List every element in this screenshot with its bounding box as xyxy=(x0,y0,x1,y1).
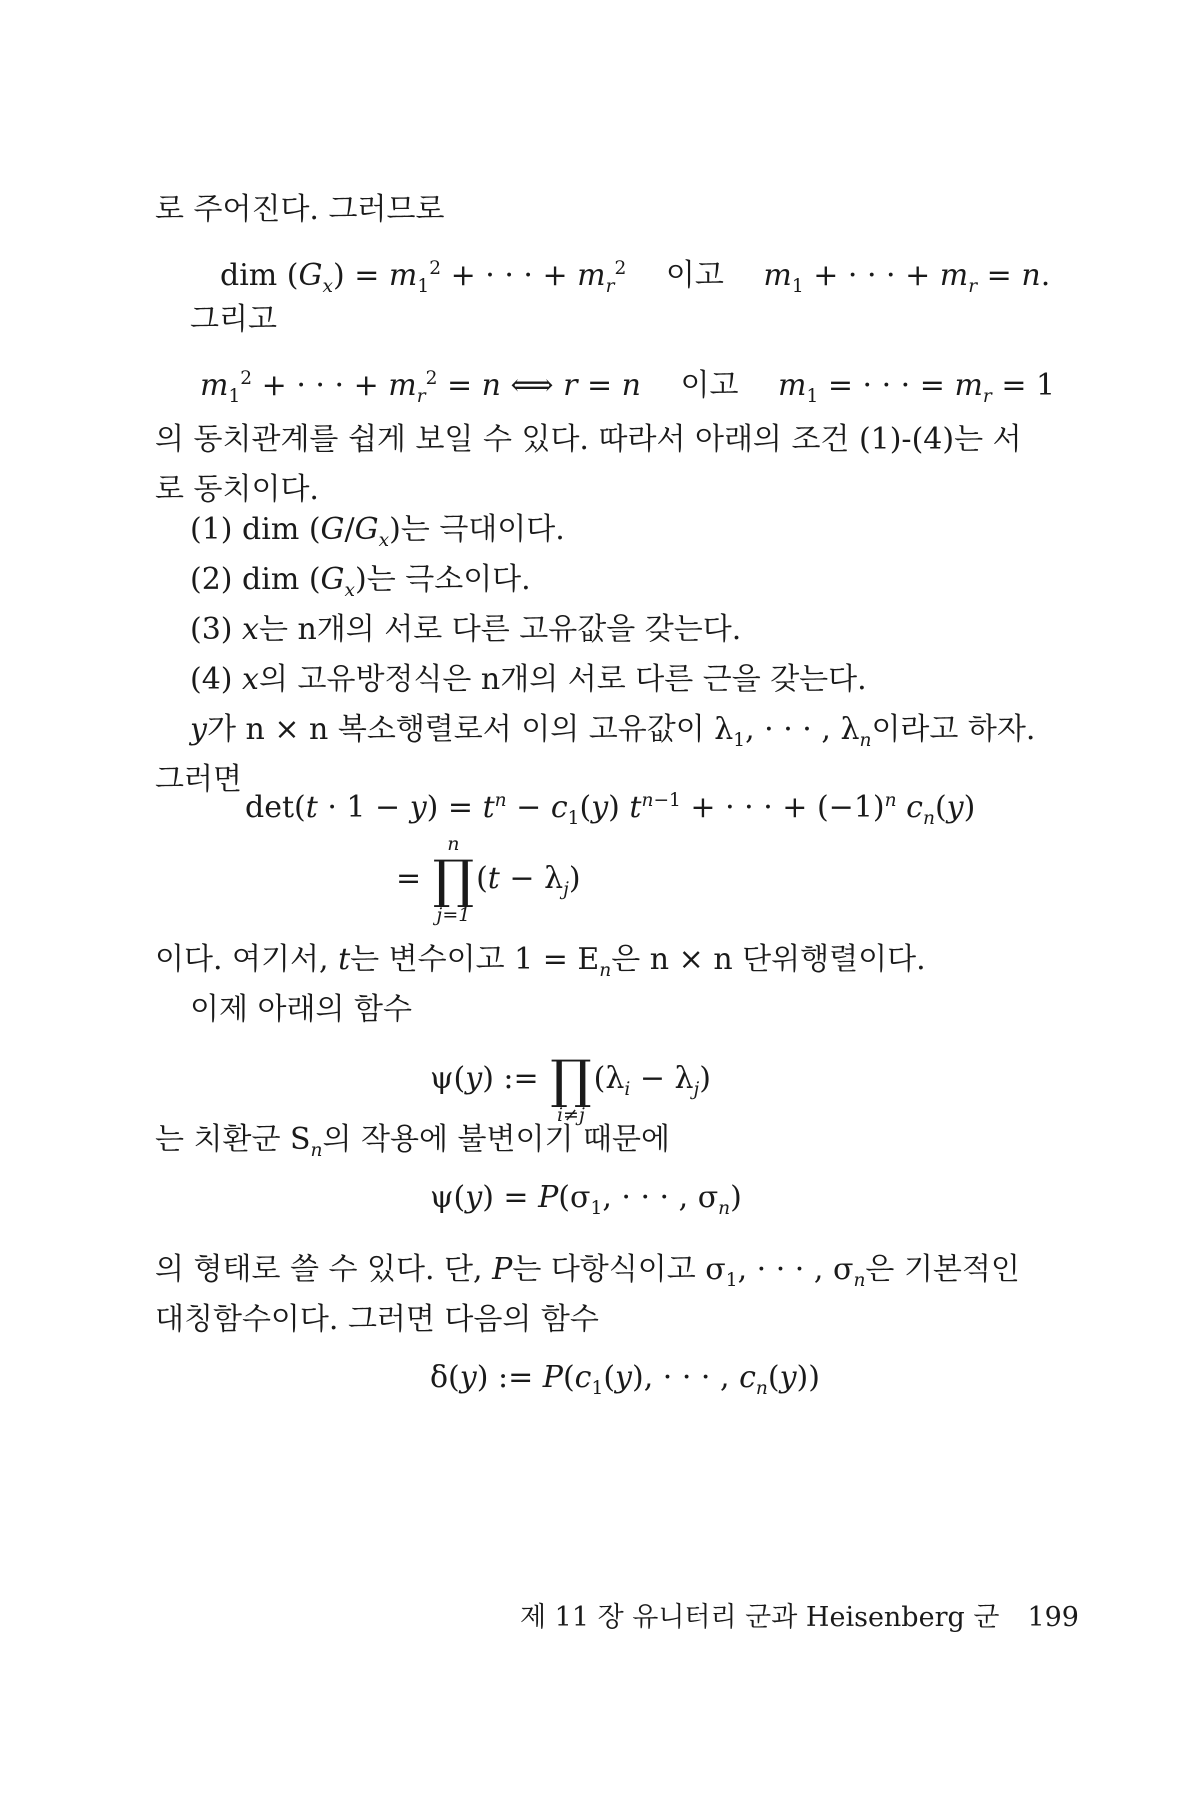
condition-4: (4) x의 고유방정식은 n개의 서로 다른 근을 갖는다. xyxy=(190,662,867,697)
paragraph-and: 그리고 xyxy=(190,302,277,337)
condition-3: (3) x는 n개의 서로 다른 고유값을 갖는다. xyxy=(190,612,742,647)
equation-characteristic: $\det(t \cdot 1 - y) = t^n - c_1(y) t^{n-1}$ + · · · + $(-1)^n$ $c_n(y)$ xyxy=(245,790,976,829)
paragraph-identity: 이다. 여기서, t는 변수이고 $1 = E_n$은 n × n 단위행렬이다. xyxy=(155,942,926,981)
paragraph-function: 이제 아래의 함수 xyxy=(190,992,412,1027)
condition-text: 의 고유방정식은 n개의 서로 다른 근을 갖는다. xyxy=(258,662,867,697)
text-run: 이다. 여기서, xyxy=(155,942,329,977)
paragraph-equivalence: 의 동치관계를 쉽게 보일 수 있다. 따라서 아래의 조건 (1)-(4)는 서로 동치이다. xyxy=(155,422,1022,507)
text-run: 이라고 하자. 그러면 xyxy=(155,712,1036,797)
condition-number: (4) xyxy=(190,662,233,697)
page-number: 199 xyxy=(1027,1602,1079,1633)
paragraph-intro: 로 주어진다. 그러므로 xyxy=(155,192,445,227)
condition-text: 는 극소이다. xyxy=(366,562,531,597)
condition-number: (1) xyxy=(190,512,233,547)
text-run: 은 기본적인 대칭함수이다. 그러면 다음의 함수 xyxy=(155,1252,1020,1337)
running-head: 제 11 장 유니터리 군과 Heisenberg 군 xyxy=(520,1602,1000,1633)
text-run: 는 변수이고 1 = E xyxy=(350,942,600,977)
equation-connector: 이고 xyxy=(680,368,739,403)
paragraph-symmetric: 의 형태로 쓸 수 있다. 단, P는 다항식이고 $\sigma_1$, · · · , $\sigma_n$은 기본적인 대칭함수이다. 그러면 다음의 함수 xyxy=(155,1252,1020,1337)
paragraph-matrix: y가 n × n 복소행렬로서 이의 고유값이 $\lambda_1$, · · · , $\lambda_n$이라고 하자. 그러면 xyxy=(155,712,1036,797)
text-run: 은 n × n 단위행렬이다. xyxy=(611,942,926,977)
equation-equivalence: $m_1^2$ + · · · + $m_r^2 = n$ ⟺ r = n 이고 $m_1$ = · · · = $m_r = 1$ xyxy=(200,368,1056,407)
equation-connector: 이고 xyxy=(665,258,724,293)
equation-psi: ψ(y) := ∏ i≠j $(\lambda_i - \lambda_j)$ xyxy=(430,1050,711,1126)
text-run: 는 다항식이고 σ xyxy=(512,1252,726,1287)
text-run: 의 작용에 불변이기 때문에 xyxy=(322,1122,670,1157)
condition-text: 는 n개의 서로 다른 고유값을 갖는다. xyxy=(258,612,742,647)
page-footer xyxy=(520,1595,1079,1634)
condition-text: 는 극대이다. xyxy=(400,512,565,547)
paragraph-invariant: 는 치환군 $S_n$의 작용에 불변이기 때문에 xyxy=(155,1122,670,1161)
condition-number: (2) xyxy=(190,562,233,597)
text-run: 의 형태로 쓸 수 있다. 단, xyxy=(155,1252,483,1287)
condition-1: (1) dim $(G/G_x)$는 극대이다. xyxy=(190,512,565,551)
equation-product: = n ∏ j=1 $(t - \lambda_j)$ xyxy=(396,833,581,926)
equation-psi-poly: $\psi(y) = P(\sigma_1$, · · · , $\sigma_n$) xyxy=(430,1180,742,1219)
equation-delta: δ(y) := $P(c_1(y)$, · · · , $c_n(y)$) xyxy=(430,1360,820,1399)
condition-2: (2) dim $(G_x)$는 극소이다. xyxy=(190,562,531,601)
text-run: 가 n × n 복소행렬로서 이의 고유값이 λ xyxy=(206,712,734,747)
equation-dimension: dim $(G_x) = m_1^2$ + · · · + $m_r^2$ 이고 $m_1$ + · · · + $m_r = n$. xyxy=(220,258,1051,297)
condition-number: (3) xyxy=(190,612,233,647)
text-run: 는 치환군 S xyxy=(155,1122,311,1157)
